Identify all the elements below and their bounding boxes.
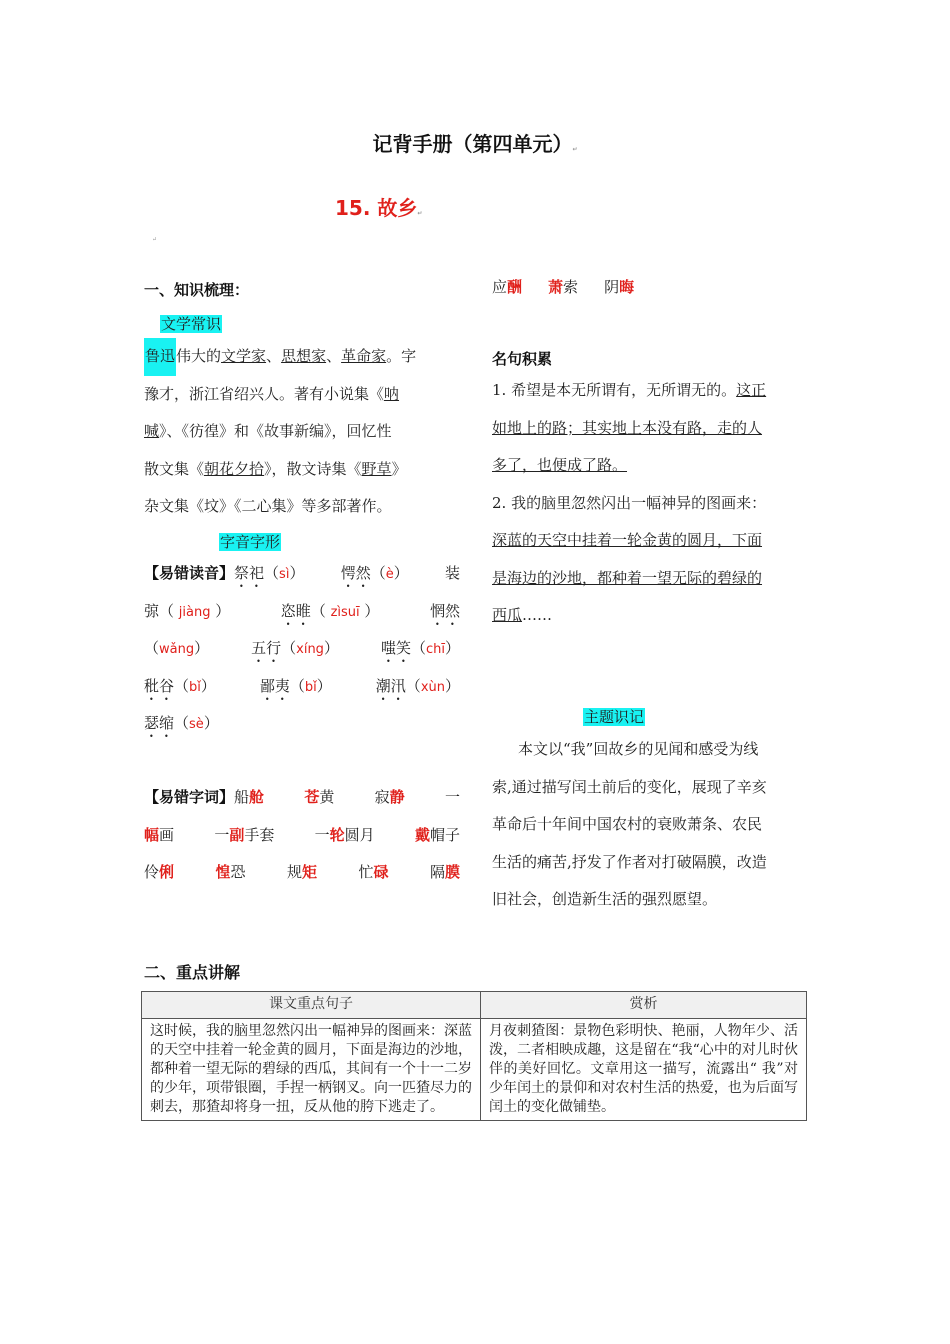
word-list-continued: 应酬 萧索 阴晦 [492,278,635,296]
pronunciation-list: 【易错读音】祭祀（sì） 愕然（è） 装 弶（ jiàng ） 恣睢（ zìsuī ） 惘然 （wǎng） 五行（xíng） 嗤笑（chī） 秕谷（bǐ） 鄙夷（bǐ） 潮汛（xùn） 瑟缩（sè） [144,564,460,732]
key-points-table [141,991,807,1121]
table-header-row [142,992,807,1019]
literature-label: 文学常识 [161,315,222,333]
section2-heading: 二、重点讲解 [144,963,241,982]
quotes-heading: 名句积累 [492,350,553,368]
table-cell-sentence: 这时候，我的脑里忽然闪出一幅神异的图画来：深蓝的天空中挂着一轮金黄的圆月，下面是海边的沙地，都种着一望无际的碧绿的西瓜，其间有一个十一二岁的少年，项带银圈，手捏一柄钢叉。向一匹猹尽力的刺去，那猹却将身一扭，反从他的胯下逃走了。 [142,1019,481,1121]
lesson-title: 15. 故乡↵ [335,196,423,220]
table-cell-analysis: 月夜刺猹图：景物色彩明快、艳丽，人物年少、活泼，二者相映成趣，这是留在“我“心中的对儿时伙伴的美好回忆。文章用这一描写，流露出“ 我”对少年闰土的景仰和对农村生活的热爱，也为后面写闰土的变化做铺垫。 [481,1019,807,1121]
table-header: 赏析 [481,992,807,1019]
theme-text: 本文以“我”回故乡的见闻和感受为线 索,通过描写闰土前后的变化，展现了辛亥 革命后十年间中国农村的衰败萧条、农民 生活的痛苦,抒发了作者对打破隔膜，改造 旧社会，创造新生活的强烈愿望。 [492,740,767,908]
literature-text: 鲁迅 伟大的 文学家 、 思想家 、 革命家 。字 豫才，浙江省绍兴人。著有小说集《 呐 喊 》、《彷徨》和《故事新编》，回忆性 散文集《 朝花夕拾 》，散文诗集《 野草 》 杂文集《坟》《二心集》等多部著作。 [144,338,460,526]
table-header: 课文重点句子 [142,992,481,1019]
pronunciation-label: 字音字形 [220,533,281,551]
table-row [142,1019,807,1121]
paragraph-mark: ↵ [152,236,158,243]
word-list: 【易错字词】船舱 苍黄 寂静 一 幅画 一副手套 一轮圆月 戴帽子 伶俐 惶恐 规矩 忙碌 隔膜 [144,788,460,881]
author-name: 鲁迅 [144,338,176,376]
section1-heading: 一、知识梳理： [144,281,250,299]
quotes-text: 1. 希望是本无所谓有，无所谓无的。 这正 如地上的路；其实地上本没有路，走的人 多了，也便成了路。 2. 我的脑里忽然闪出一幅神异的图画来： 深蓝的天空中挂着一轮金黄的圆月，下面 是海边的沙地，都种着一望无际的碧绿的 西瓜 …… [492,381,767,624]
theme-label: 主题识记 [584,708,645,726]
doc-title: 记背手册（第四单元）↵ [372,132,578,156]
